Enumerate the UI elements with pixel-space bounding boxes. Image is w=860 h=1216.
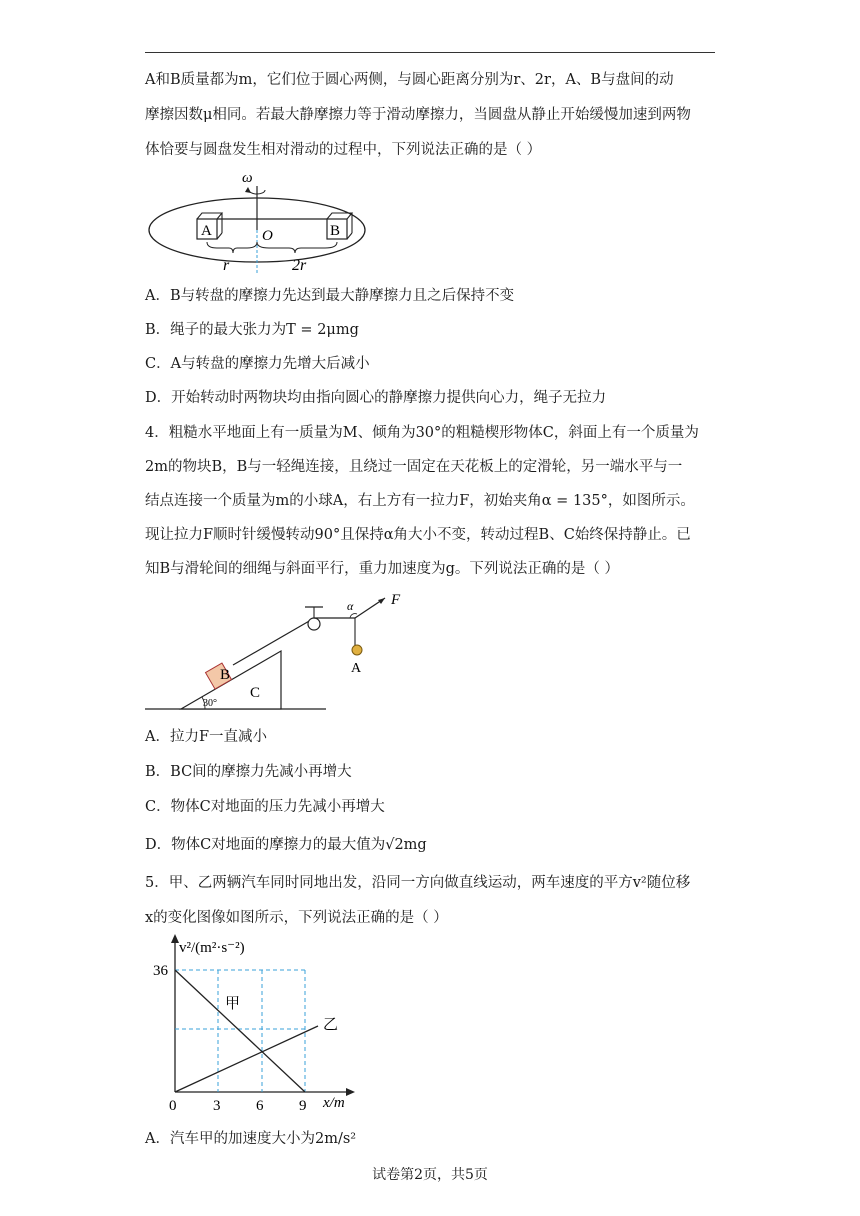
center-o-label: O xyxy=(262,228,273,244)
q4-stem-line-2: 2m的物块B，B与一轻绳连接，且绕过一固定在天花板上的定滑轮，另一端水平与一 xyxy=(145,459,683,475)
wedge-pulley-figure xyxy=(145,590,415,715)
radius-2r-label: 2r xyxy=(292,257,307,274)
x-tick-0: 0 xyxy=(169,1098,177,1114)
x-tick-6: 6 xyxy=(256,1098,264,1114)
ball-a-label: A xyxy=(351,661,362,676)
q3-option-c: C．A与转盘的摩擦力先增大后减小 xyxy=(145,356,370,372)
alpha-label: α xyxy=(347,599,354,613)
header-rule xyxy=(145,52,715,53)
q3-option-b: B．绳子的最大张力为T = 2μmg xyxy=(145,322,359,338)
q3-option-a: A．B与转盘的摩擦力先达到最大静摩擦力且之后保持不变 xyxy=(145,288,515,304)
q4-stem-line-4: 现让拉力F顺时针缓慢转动90°且保持α角大小不变，转动过程B、C始终保持静止。已 xyxy=(145,527,691,543)
y-axis-label: v²/(m²·s⁻²) xyxy=(179,940,245,956)
q5-option-a: A．汽车甲的加速度大小为2m/s² xyxy=(145,1131,357,1147)
v2-x-graph xyxy=(145,932,370,1122)
omega-label: ω xyxy=(242,170,253,186)
q5-stem-line-2: x的变化图像如图所示，下列说法正确的是（ ） xyxy=(145,910,448,926)
angle-30-label: 30° xyxy=(203,698,217,709)
force-f-label: F xyxy=(391,592,401,608)
q3-option-d: D．开始转动时两物块均由指向圆心的静摩擦力提供向心力，绳子无拉力 xyxy=(145,390,607,406)
page-footer: 试卷第2页，共5页 xyxy=(372,1167,488,1183)
q4-stem-line-5: 知B与滑轮间的细绳与斜面平行，重力加速度为g。下列说法正确的是（ ） xyxy=(145,561,620,577)
q4-stem-line-3: 结点连接一个质量为m的小球A，右上方有一拉力F，初始夹角α = 135°，如图所示。 xyxy=(145,493,695,509)
x-tick-9: 9 xyxy=(299,1098,307,1114)
q3-stem-line-1: A和B质量都为m，它们位于圆心两侧，与圆心距离分别为r、2r，A、B与盘间的动 xyxy=(145,72,674,88)
block-a-label: A xyxy=(201,223,212,239)
y-tick-36: 36 xyxy=(153,963,168,979)
q4-option-b: B．BC间的摩擦力先减小再增大 xyxy=(145,764,352,780)
q4-stem-line-1: 4．粗糙水平地面上有一质量为M、倾角为30°的粗糙楔形物体C，斜面上有一个质量为 xyxy=(145,425,699,441)
x-axis-label: x/m xyxy=(323,1095,345,1111)
q3-stem-line-2: 摩擦因数μ相同。若最大静摩擦力等于滑动摩擦力，当圆盘从静止开始缓慢加速到两物 xyxy=(145,107,691,123)
series-yi-label: 乙 xyxy=(323,1017,339,1033)
q5-stem-line-1: 5．甲、乙两辆汽车同时同地出发，沿同一方向做直线运动，两车速度的平方v²随位移 xyxy=(145,875,691,891)
q4-option-c: C．物体C对地面的压力先减小再增大 xyxy=(145,799,385,815)
q3-stem-line-3: 体恰要与圆盘发生相对滑动的过程中，下列说法正确的是（ ） xyxy=(145,142,542,158)
x-tick-3: 3 xyxy=(213,1098,221,1114)
block-b-label: B xyxy=(220,667,231,683)
series-jia-label: 甲 xyxy=(225,996,241,1012)
radius-r-label: r xyxy=(223,257,230,274)
block-b-label: B xyxy=(330,223,341,239)
turntable-figure xyxy=(145,168,370,276)
q4-option-a: A．拉力F一直减小 xyxy=(145,729,268,745)
wedge-c-label: C xyxy=(250,685,261,701)
q4-option-d: D．物体C对地面的摩擦力的最大值为√2mg xyxy=(145,837,427,853)
